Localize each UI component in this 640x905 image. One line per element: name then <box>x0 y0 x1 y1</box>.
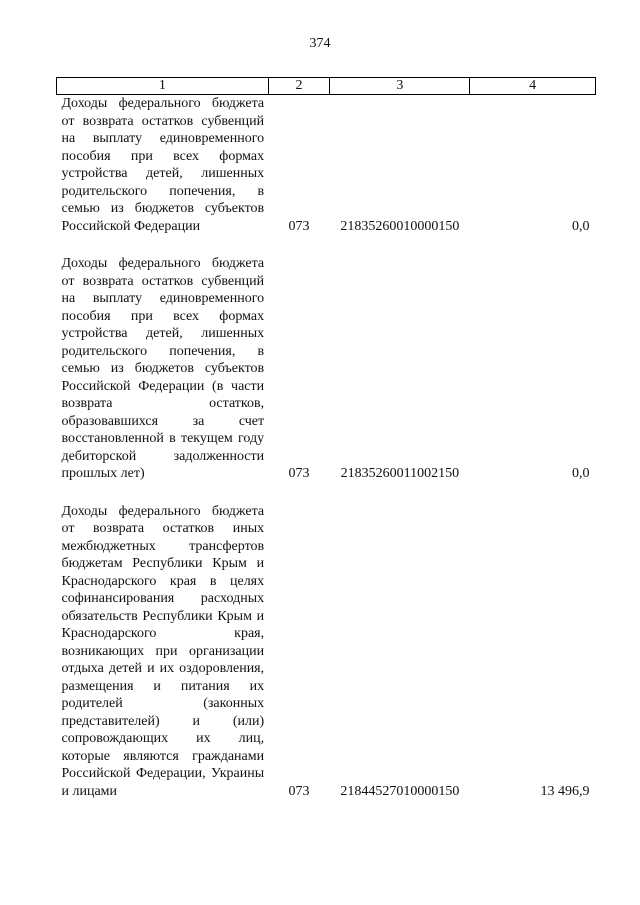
page-number: 374 <box>309 36 331 51</box>
budget-revenue-table <box>56 77 596 800</box>
row-admin-code: 073 <box>288 783 310 799</box>
row-admin-code: 073 <box>288 218 310 234</box>
table-row <box>57 255 596 483</box>
column-header-4: 4 <box>470 78 596 95</box>
table-row <box>57 95 596 236</box>
table-header <box>57 78 596 95</box>
row-description: Доходы федерального бюджета от возврата остатков субвенций на выплату единовременного пособия при всех формах устройства детей, лишенных родительского попечения, в семью из бюджетов субъектов Российской Федерации (в части возврата остатков, образовавшихся за счет восстановленной в текущем году дебиторской задолженности прошлых лет) <box>61 256 265 481</box>
row-amount: 13 496,9 <box>540 783 590 799</box>
column-header-3: 3 <box>330 78 470 95</box>
row-kbk-code: 21844527010000150 <box>340 783 460 799</box>
column-header-1: 1 <box>57 78 269 95</box>
row-spacer <box>57 235 596 255</box>
row-description: Доходы федерального бюджета от возврата остатков субвенций на выплату единовременного пособия при всех формах устройства детей, лишенных родительского попечения, в семью из бюджетов субъектов Российской Федерации <box>61 96 265 234</box>
row-kbk-code: 21835260011002150 <box>340 466 460 481</box>
row-description: Доходы федерального бюджета от возврата остатков иных межбюджетных трансфертов бюджетам Республики Крым и Краснодарского края в целях софинансирования расходных обязательств Республики Крым и Краснодарского края, возникающих при организации отдыха детей и их оздоровления, размещения и питания их родителей (законных представителей) и (или) сопровождающих их лиц, которые являются гражданами Российской Федерации, Украины и лицами <box>61 503 265 799</box>
header-row <box>57 78 596 95</box>
row-spacer <box>57 483 596 503</box>
row-admin-code: 073 <box>288 466 310 481</box>
column-header-2: 2 <box>268 78 330 95</box>
row-amount: 0,0 <box>572 218 590 234</box>
table-body <box>57 95 596 801</box>
table-row <box>57 503 596 801</box>
row-kbk-code: 21835260010000150 <box>340 218 460 234</box>
row-amount: 0,0 <box>572 466 590 481</box>
